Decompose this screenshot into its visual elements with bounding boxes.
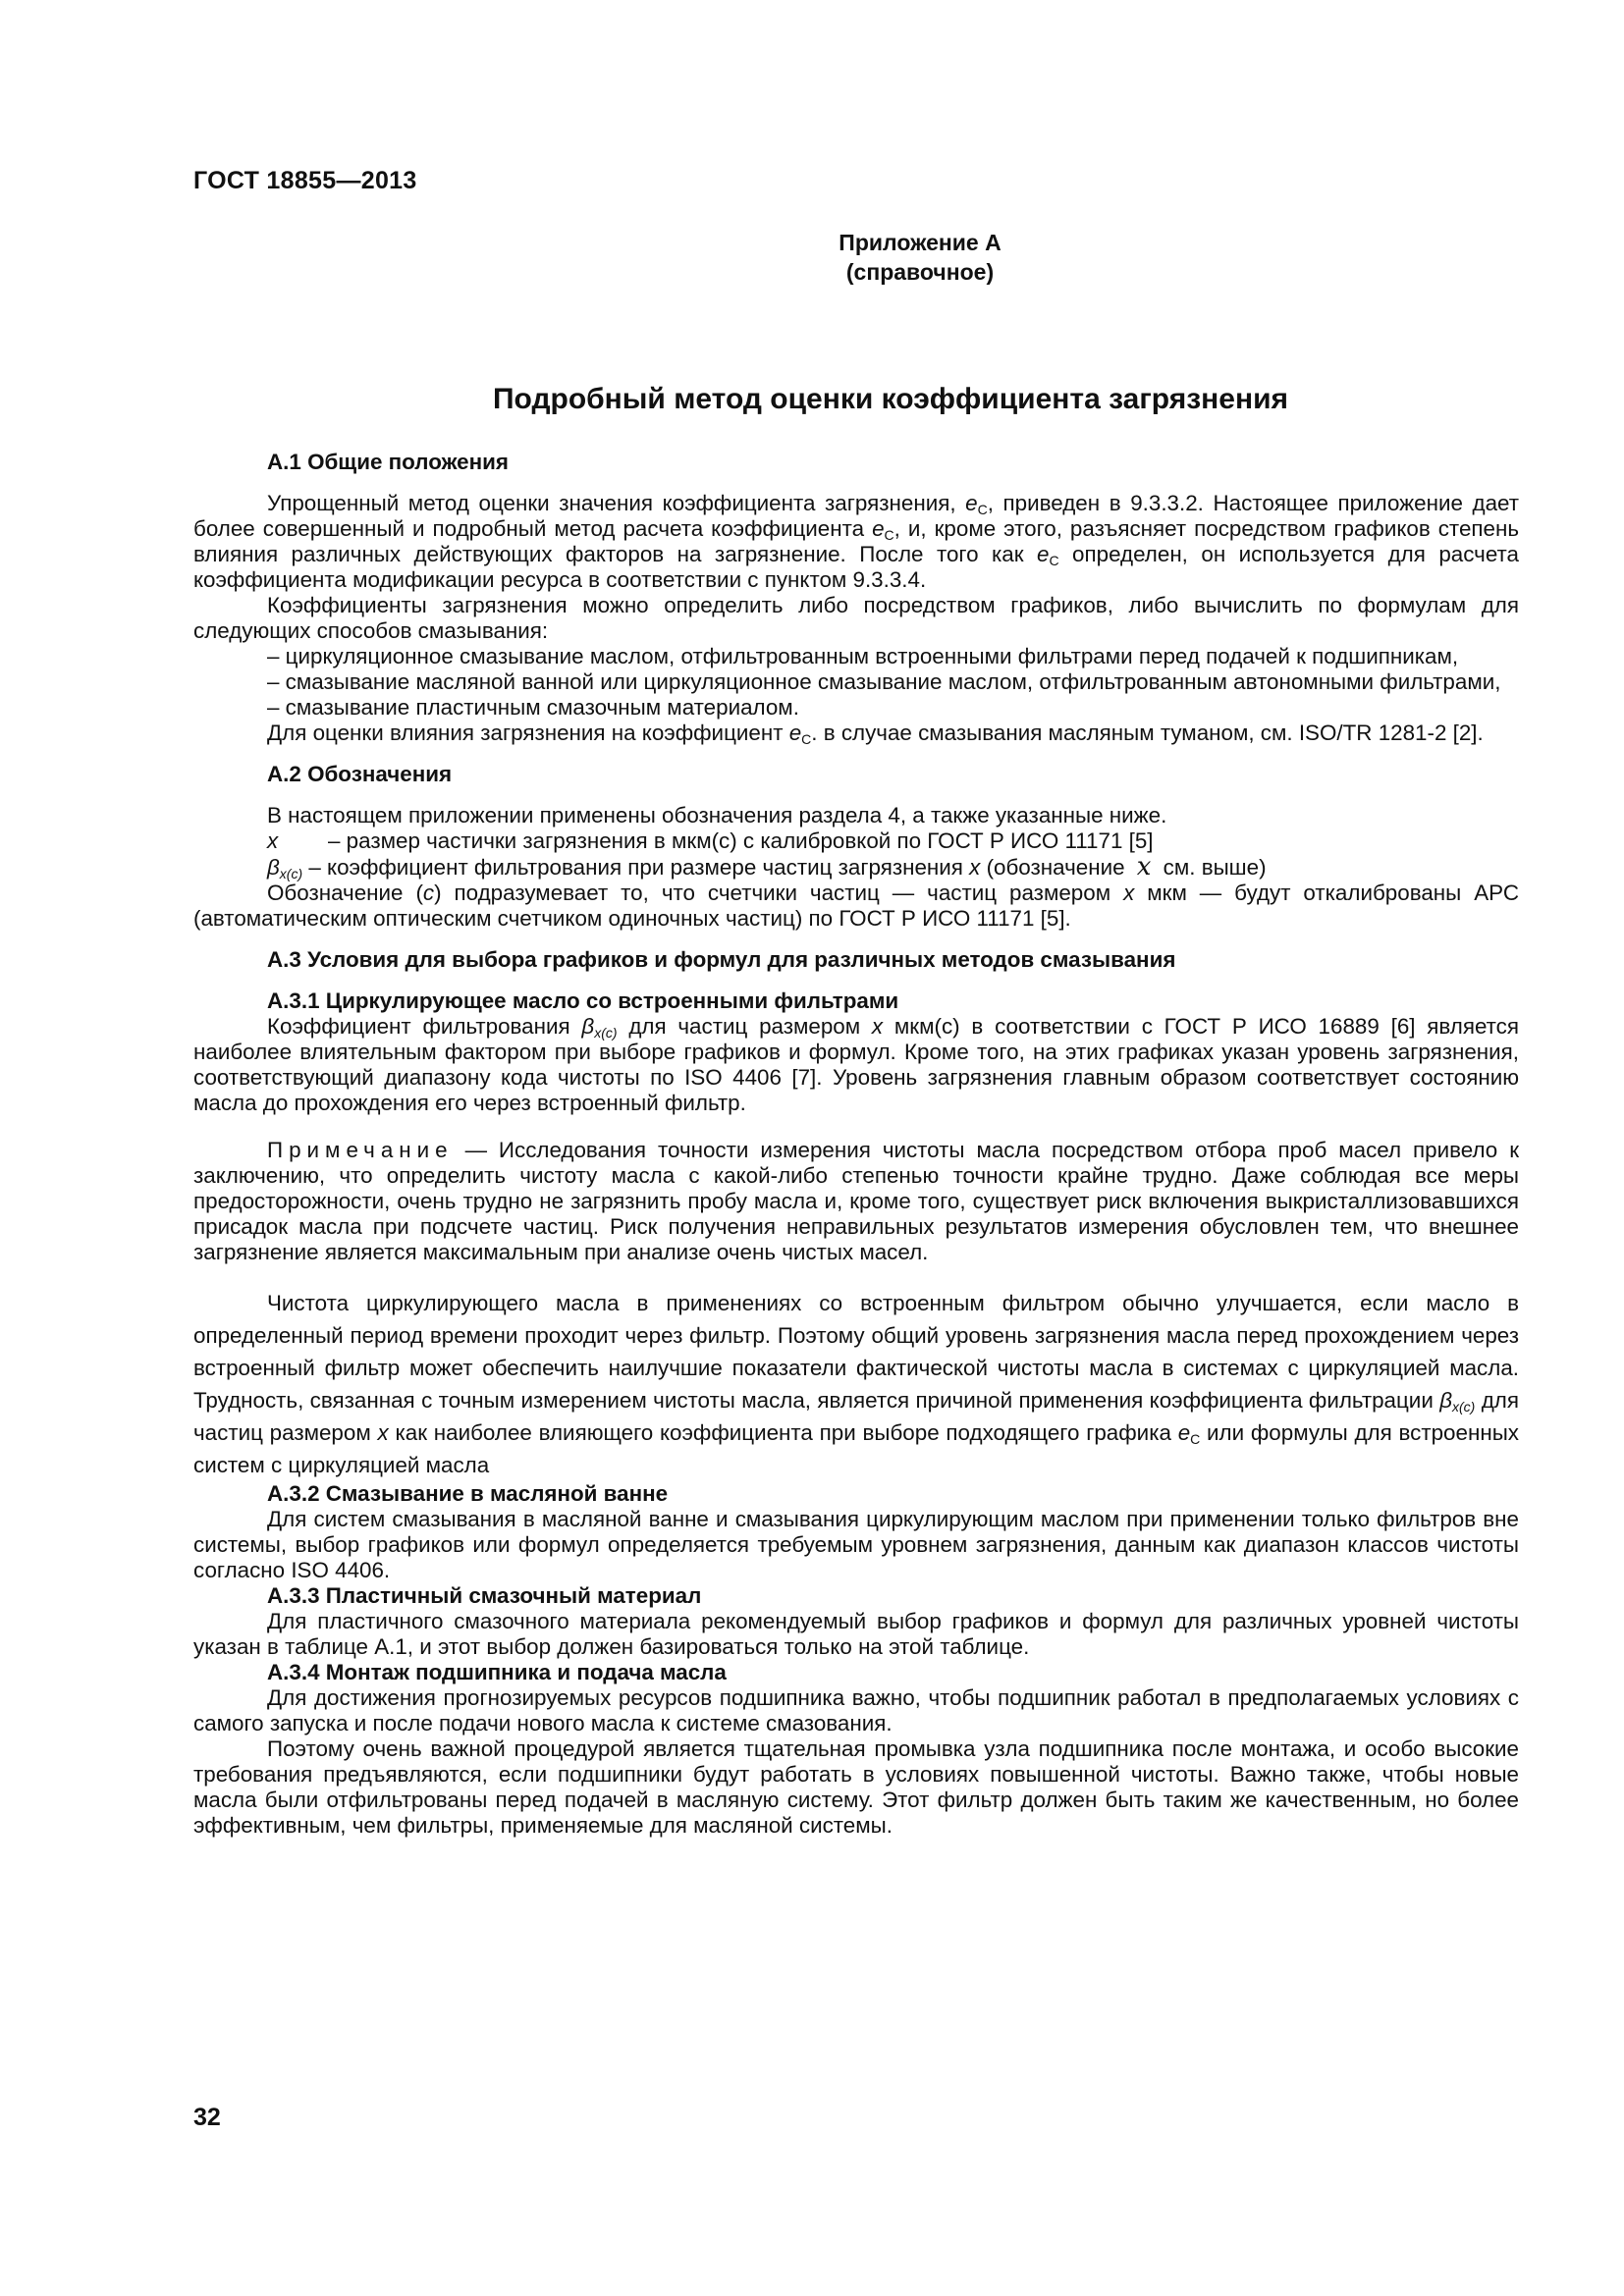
page-title-text: Подробный метод оценки коэффициента загрязнения <box>492 383 1289 415</box>
paragraph-a34-2: Поэтому очень важной процедурой является тщательная промывка узла подшипника после монтажа, и особо высокие требования предъявляются, если подшипники будут работать в условиях повышенной чистоты. Важно также, чтобы новые масла были отфильтрованы перед подачей в масляную систему. Этот фильтр должен быть таким же качественным, но более эффективным, чем фильтры, применяемые для масляной системы. <box>193 1736 1519 1838</box>
document-id: ГОСТ 18855—2013 <box>193 167 417 194</box>
section-heading-a2: А.2 Обозначения <box>267 762 453 786</box>
note-paragraph: Примечание — Исследования точности измерения чистоты масла посредством отбора проб масел привело к заключению, что определить чистоту масла с какой-либо степенью точности крайне трудно. Даже соблюдая все меры предосторожности, очень трудно не загрязнить пробу масла и, кроме того, существует риск включения выкристаллизовавшихся присадок масла при подсчете частиц. Риск получения неправильных результатов измерения обусловлен тем, что внешнее загрязнение является максимальным при анализе очень чистых масел. <box>193 1138 1519 1264</box>
paragraph-a33-1: Для пластичного смазочного материала рекомендуемый выбор графиков и формул для различных уровней чистоты указан в таблице А.1, и этот выбор должен базироваться только на этой таблице. <box>193 1609 1519 1659</box>
list-item-2: – смазывание масляной ванной или циркуляционное смазывание маслом, отфильтрованным автономными фильтрами, <box>267 669 1501 694</box>
appendix-line-2: (справочное) <box>845 259 995 285</box>
subsection-heading-a33: А.3.3 Пластичный смазочный материал <box>267 1583 702 1608</box>
list-item-1: – циркуляционное смазывание маслом, отфильтрованным встроенными фильтрами перед подачей к подшипникам, <box>267 644 1459 668</box>
page-number: 32 <box>193 2104 221 2131</box>
subsection-heading-a32: А.3.2 Смазывание в масляной ванне <box>267 1481 669 1506</box>
paragraph-a31-2: Чистота циркулирующего масла в применениях со встроенным фильтром обычно улучшается, если масло в определенный период времени проходит через фильтр. Поэтому общий уровень загрязнения масла перед прохождением через встроенный фильтр может обеспечить наилучшие показатели фактической чистоты масла в системах с циркуляцией масла. Трудность, связанная с точным измерением чистоты масла, является причиной применения коэффициента фильтрации $\beta_{x(c)}$ для частиц размером x как наиболее влияющего коэффициента при выборе подходящего графика $e_C$ или формулы для встроенных систем с циркуляцией масла <box>193 1291 1519 1477</box>
subsection-heading-a31: А.3.1 Циркулирующее масло со встроенными фильтрами <box>267 988 899 1013</box>
section-heading-a3: А.3 Условия для выбора графиков и формул для различных методов смазывания <box>267 947 1176 972</box>
symbol-beta-definition: $\beta_{x(c)}$ – коэффициент фильтрования при размере частиц загрязнения x (обозначение x см. выше) <box>267 852 1267 881</box>
page-title <box>0 383 1624 416</box>
appendix-line-1: Приложение А <box>839 230 1001 255</box>
paragraph-a2-1: В настоящем приложении применены обозначения раздела 4, а также указанные ниже. <box>267 803 1167 828</box>
document-body <box>193 450 1519 1839</box>
appendix-label <box>0 228 1624 287</box>
paragraph-a34-1: Для достижения прогнозируемых ресурсов подшипника важно, чтобы подшипник работал в предполагаемых условиях с самого запуска и после подачи нового масла к системе смазования. <box>193 1685 1519 1735</box>
subsection-heading-a34: А.3.4 Монтаж подшипника и подача масла <box>267 1660 727 1684</box>
section-heading-a1: А.1 Общие положения <box>267 450 509 474</box>
paragraph-a32-1: Для систем смазывания в масляной ванне и смазывания циркулирующим маслом при применении только фильтров вне системы, выбор графиков или формул определяется требуемым уровнем загрязнения, данным как диапазон классов чистоты согласно ISO 4406. <box>193 1507 1519 1582</box>
paragraph-a1-2: Коэффициенты загрязнения можно определить либо посредством графиков, либо вычислить по формулам для следующих способов смазывания: <box>193 593 1519 643</box>
paragraph-a1-1: Упрощенный метод оценки значения коэффициента загрязнения, $e_C$, приведен в 9.3.3.2. Настоящее приложение дает более совершенный и подробный метод расчета коэффициента $e_C$, и, кроме этого, разъясняет посредством графиков степень влияния различных действующих факторов на загрязнение. После того как $e_C$ определен, он используется для расчета коэффициента модификации ресурса в соответствии с пунктом 9.3.3.4. <box>193 491 1520 592</box>
symbol-x-definition: x – размер частички загрязнения в мкм(с) с калибровкой по ГОСТ Р ИСО 11171 [5] <box>267 828 1154 853</box>
paragraph-a1-3: Для оценки влияния загрязнения на коэффициент $e_C$. в случае смазывания масляным туманом, см. ISO/TR 1281-2 [2]. <box>267 721 1484 747</box>
paragraph-a31-1: Коэффициент фильтрования $\beta_{x(c)}$ для частиц размером x мкм(с) в соответствии с ГОСТ Р ИСО 16889 [6] является наиболее влиятельным фактором при выборе графиков и формул. Кроме того, на этих графиках указан уровень загрязнения, соответствующий диапазону кода чистоты по ISO 4406 [7]. Уровень загрязнения главным образом соответствует состоянию масла до прохождения его через встроенный фильтр. <box>193 1014 1520 1115</box>
list-item-3: – смазывание пластичным смазочным материалом. <box>267 695 799 720</box>
paragraph-a2-2: Обозначение (с) подразумевает то, что счетчики частиц — частиц размером x мкм — будут откалиброваны АРС (автоматическим оптическим счетчиком одиночных частиц) по ГОСТ Р ИСО 11171 [5]. <box>193 881 1520 931</box>
